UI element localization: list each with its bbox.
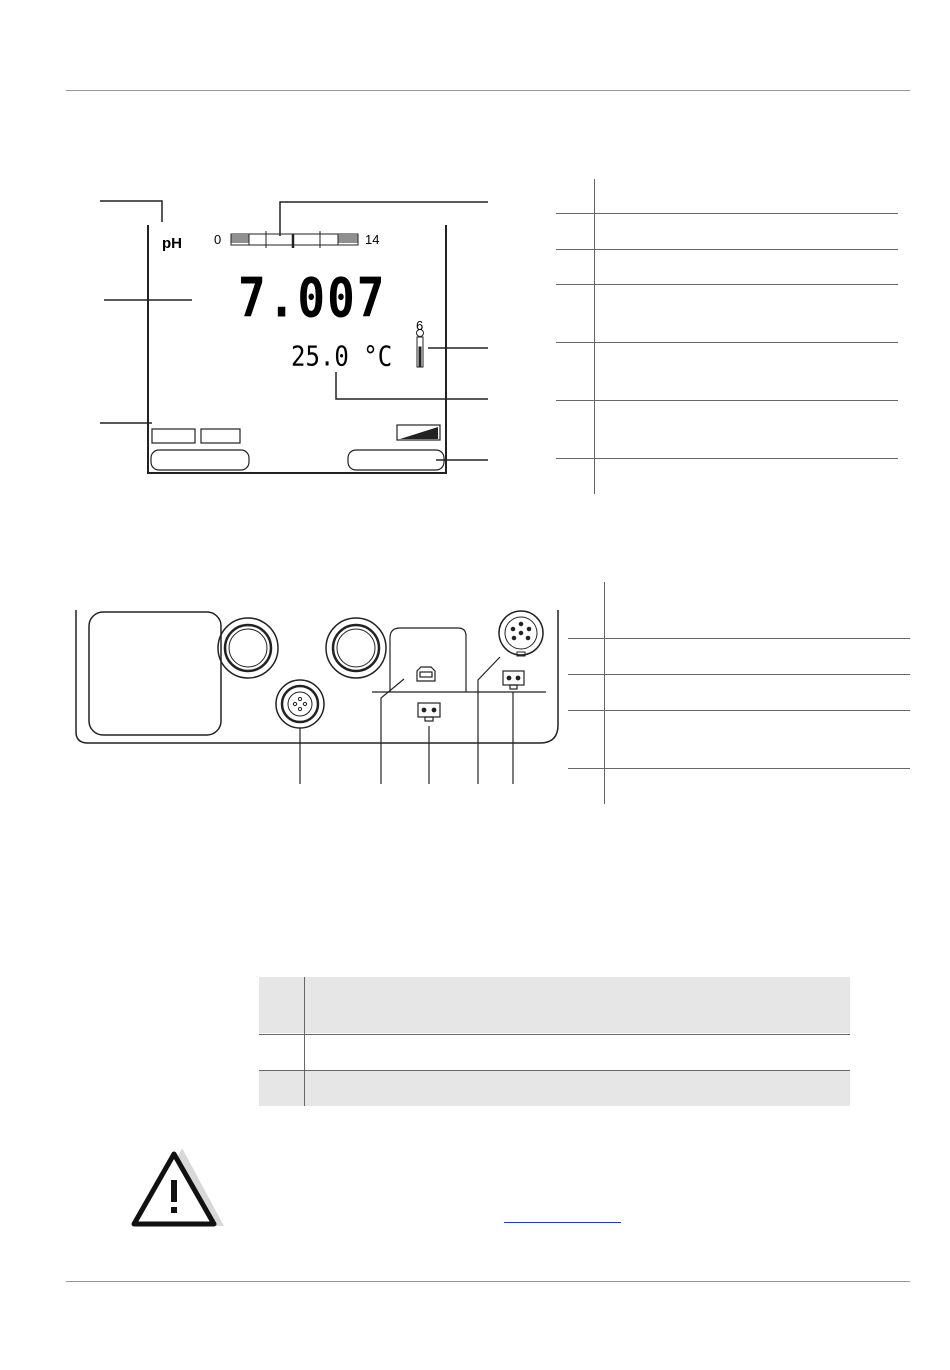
- two-pin-socket-1: [418, 703, 440, 721]
- round-socket-2: [326, 618, 386, 678]
- usb-port: [417, 667, 435, 681]
- stability-indicator-icon: [417, 330, 424, 368]
- warning-triangle-icon: [128, 1142, 228, 1232]
- measured-value: 7.007: [238, 266, 387, 330]
- bar-min-label: 0: [214, 232, 222, 247]
- round-socket-1: [218, 618, 278, 678]
- reference-link[interactable]: [504, 1222, 621, 1223]
- eight-pin-socket: [499, 611, 543, 656]
- stability-label: 6: [416, 318, 424, 333]
- four-pin-socket: [276, 680, 324, 728]
- footer-rule: [66, 1281, 910, 1282]
- bar-graph: [231, 231, 358, 248]
- temperature-value: 25.0 °C: [291, 340, 393, 373]
- two-pin-socket-2: [503, 671, 524, 689]
- header-rule: [66, 90, 910, 91]
- bar-max-label: 14: [365, 232, 380, 247]
- socket-panel-diagram: [0, 600, 570, 785]
- display-diagram: [0, 190, 500, 490]
- parameter-label: pH: [162, 235, 182, 252]
